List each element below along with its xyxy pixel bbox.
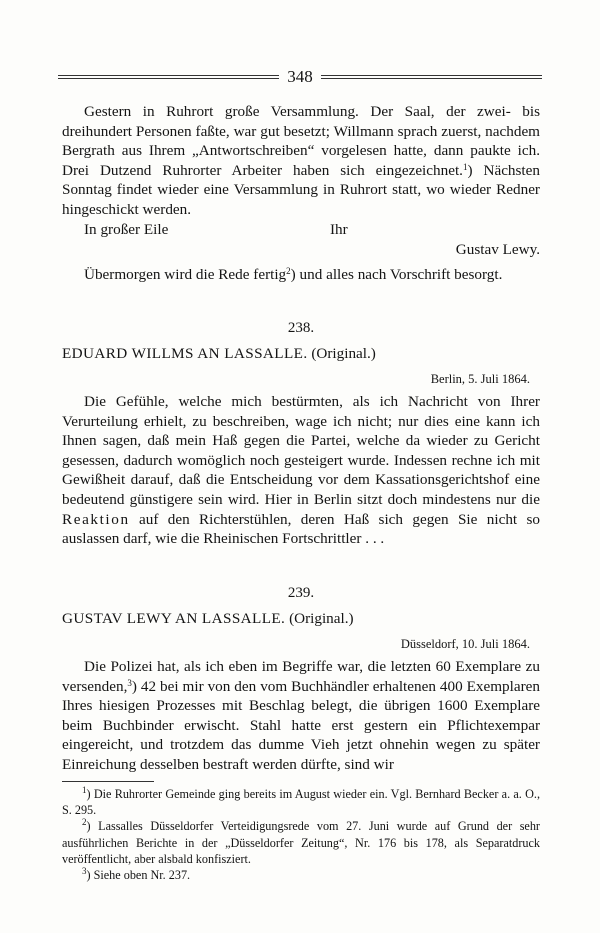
letter-237-postscript: [62, 265, 540, 285]
letter-heading: [62, 344, 540, 364]
footnote-mark: 1: [82, 785, 87, 795]
emphasized-word: Reaktion: [62, 510, 130, 528]
footnote-3: $^3$) Siehe oben Nr. 237.: [82, 866, 191, 883]
letter-heading-note: (Original.): [311, 345, 376, 362]
letter-238: [62, 318, 540, 549]
letter-239-body: Die Polizei hat, als ich eben im Begriffe war, die letzten 60 Exemplare zu versenden,$^3$) 42 bei mir von den vom Buchhändler erhaltenen 400 Exemplaren Ihres hiesigen Prozesses mit Beschlag belegt, die übrigen 1600 Exemplare beim Buchbinder erwischt. Stahl hatte erst gestern ein Pflichtexempar eingereicht, und trotzdem das dumme Vieh jetzt ohnehin wegen zu später Einreichung desselben bestraft werden dürfte, sind wir: [62, 658, 540, 773]
footnote-2: $^2$) Lassalles Düsseldorfer Verteidigungsrede vom 27. Juni wurde auf Grund der sehr ausführlichen Berichte in der „Düsseldorfer Zeitung“, Nr. 176 bis 178, als Separatdruck veröffentlicht, aber alsbald konfisziert.: [62, 817, 540, 866]
header-rule-left: [58, 75, 279, 79]
footnote-text: Siehe oben Nr. 237.: [93, 868, 191, 883]
place-date: Berlin, 5. Juli 1864.: [430, 372, 530, 386]
running-header: [58, 66, 542, 88]
footnote-reference: 1: [462, 161, 468, 172]
signature: Gustav Lewy.: [455, 240, 540, 258]
place-date: Düsseldorf, 10. Juli 1864.: [400, 637, 530, 651]
closing-right: Ihr: [330, 221, 348, 238]
footnote-rule: [62, 781, 154, 782]
postscript-text: Übermorgen wird die Rede fertig$^2$) und alles nach Vorschrift besorgt.: [84, 266, 503, 283]
page-number: 348: [287, 67, 313, 86]
footnote-text: Lassalles Düsseldorfer Verteidigungsrede vom 27. Juni wurde auf Grund der sehr ausführlichen Berichte in der „Düsseldorfer Zeitung“, Nr. 176 bis 178, als Separatdruck veröffentlicht, aber alsbald konfisziert.: [62, 819, 540, 866]
footnote-mark: 2: [82, 817, 87, 828]
letter-237-closing: [62, 220, 540, 259]
letter-number: 238.: [287, 320, 315, 336]
closing-left: In großer Eile: [84, 221, 169, 238]
footnote-text: Die Ruhrorter Gemeinde ging bereits im August wieder ein. Vgl. Bernhard Becker a. a. O., S. 295.: [62, 787, 540, 818]
footnote-reference: 3: [127, 677, 132, 688]
letter-heading-names: EDUARD WILLMS AN LASSALLE.: [62, 345, 308, 362]
letter-237-continuation: [62, 102, 540, 220]
letter-237-paragraph: Gestern in Ruhrort große Versammlung. Der Saal, der zwei- bis dreihundert Personen faßte, war gut besetzt; Willmann sprach zuerst, nachdem Bergrath aus Ihrem „Antwortschreiben“ vorgelesen hatte, dann paukte ich. Drei Dutzend Ruhrorter Arbeiter haben sich eingezeichnet.$^1$) Nächsten Sonntag findet wieder eine Versammlung in Ruhrort statt, wo wieder Redner hingeschickt werden.: [62, 103, 540, 218]
letter-number: 239.: [287, 585, 315, 601]
letter-238-body: Die Gefühle, welche mich bestürmten, als ich Nachricht von Ihrer Verurteilung erhielt, zu beschreiben, wage ich nicht; nur dies eine kann ich Ihnen sagen, daß mein Haß gegen die Partei, welche da wieder zu Gericht gesessen, dadurch womöglich noch gesteigert wurde. Indessen rechne ich mit Gewißheit darauf, daß die Entscheidung vor dem Kassationsgerichtshof eine bedeutend günstigere sein wird. Hier in Berlin sitzt doch mindestens nur die Reaktion auf den Richterstühlen, deren Haß sich gegen Sie nicht so auslassen darf, wie die Rheinischen Fortschrittler . . .: [62, 393, 540, 548]
letter-heading-names: GUSTAV LEWY AN LASSALLE.: [62, 610, 286, 627]
footnotes: [62, 786, 540, 883]
closing-row: [62, 220, 540, 240]
letter-239: [62, 583, 540, 775]
footnote-mark: 3: [82, 866, 87, 877]
footnote-1: $^1$) Die Ruhrorter Gemeinde ging bereits im August wieder ein. Vgl. Bernhard Becker a. a. O., S. 295.: [62, 785, 540, 818]
footnote-reference: 2: [286, 266, 291, 276]
letter-heading: [62, 609, 540, 629]
letter-heading-note: (Original.): [289, 610, 354, 627]
header-rule-right: [321, 75, 542, 79]
